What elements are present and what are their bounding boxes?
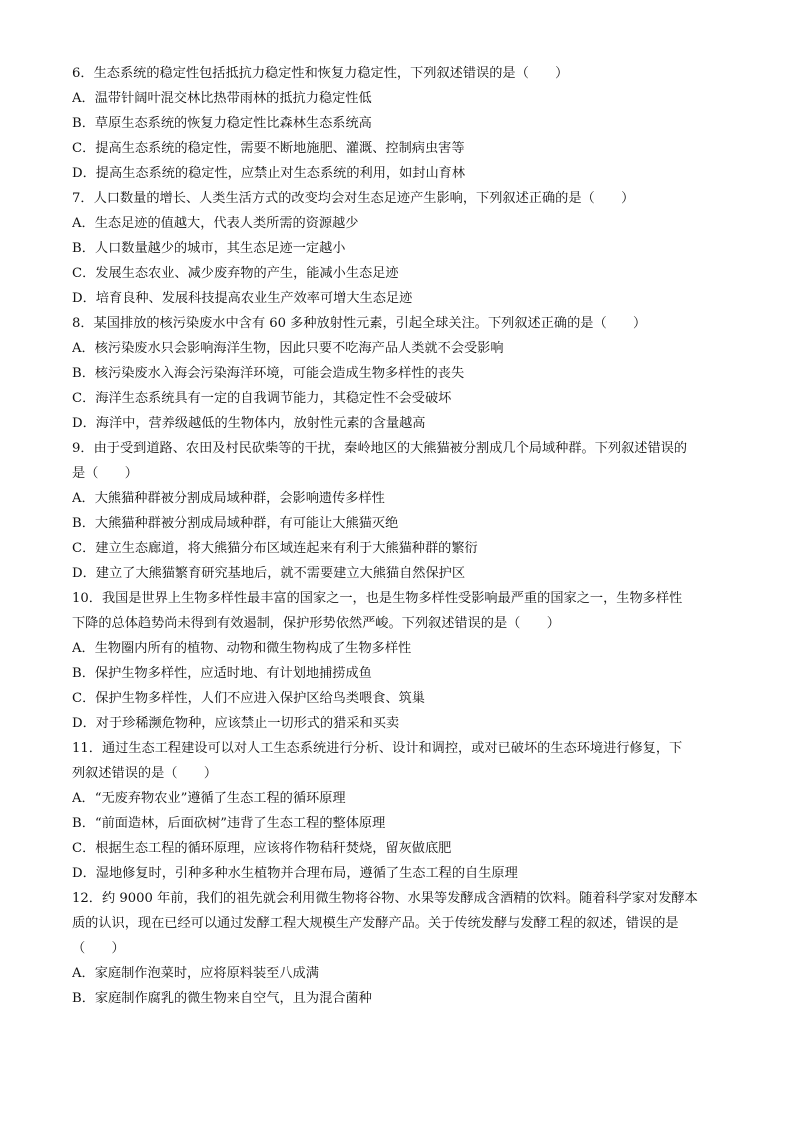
question-8 [72,311,724,436]
question-stem: 6．生态系统的稳定性包括抵抗力稳定性和恢复力稳定性，下列叙述错误的是（ ） [72,66,569,81]
question-stem-continued: 下降的总体趋势尚未得到有效遏制，保护形势依然严峻。下列叙述错误的是（ ） [72,616,560,631]
option-b: B．大熊猫种群被分割成局域种群，有可能让大熊猫灭绝 [72,516,399,531]
option-c: C．根据生态工程的循环原理，应该将作物秸秆焚烧，留灰做底肥 [72,841,452,856]
option-d: D．培育良种、发展科技提高农业生产效率可增大生态足迹 [72,291,413,306]
question-11 [72,736,724,886]
question-7 [72,186,724,311]
option-c: C．发展生态农业、减少废弃物的产生，能减小生态足迹 [72,266,399,281]
option-a: A．“无废弃物农业”遵循了生态工程的循环原理 [72,791,346,806]
option-d: D．海洋中，营养级越低的生物体内，放射性元素的含量越高 [72,416,426,431]
question-stem-continued: 质的认识，现在已经可以通过发酵工程大规模生产发酵产品。关于传统发酵与发酵工程的叙述，错误的是 [72,916,679,931]
question-stem: 11．通过生态工程建设可以对人工生态系统进行分析、设计和调控，或对已破坏的生态环境进行修复，下 [72,741,683,756]
question-stem: 10．我国是世界上生物多样性最丰富的国家之一，也是生物多样性受影响最严重的国家之一，生物多样性 [72,591,683,606]
option-c: C．保护生物多样性，人们不应进入保护区给鸟类喂食、筑巢 [72,691,425,706]
option-c: C．提高生态系统的稳定性，需要不断地施肥、灌溉、控制病虫害等 [72,141,465,156]
option-b: B．家庭制作腐乳的微生物来自空气，且为混合菌种 [72,991,372,1006]
option-b: B．保护生物多样性，应适时地、有计划地捕捞成鱼 [72,666,372,681]
question-6 [72,61,724,186]
option-a: A．家庭制作泡菜时，应将原料装至八成满 [72,966,319,981]
option-c: C．海洋生态系统具有一定的自我调节能力，其稳定性不会受破坏 [72,391,452,406]
question-stem-blank: （ ） [72,941,125,956]
question-9 [72,436,724,586]
option-d: D．建立了大熊猫繁育研究基地后，就不需要建立大熊猫自然保护区 [72,566,466,581]
option-c: C．建立生态廊道，将大熊猫分布区域连起来有利于大熊猫种群的繁衍 [72,541,478,556]
question-stem: 8．某国排放的核污染废水中含有 60 多种放射性元素，引起全球关注。下列叙述正确的是（ ） [72,316,647,331]
option-b: B．“前面造林，后面砍树”违背了生态工程的整体原理 [72,816,386,831]
question-stem: 9．由于受到道路、农田及村民砍柴等的干扰，秦岭地区的大熊猫被分割成几个局域种群。下列叙述错误的 [72,441,688,456]
option-a: A．核污染废水只会影响海洋生物，因此只要不吃海产品人类就不会受影响 [72,341,504,356]
question-stem: 7．人口数量的增长、人类生活方式的改变均会对生态足迹产生影响，下列叙述正确的是（ ） [72,191,635,206]
option-d: D．对于珍稀濒危物种，应该禁止一切形式的猎采和买卖 [72,716,400,731]
option-a: A．大熊猫种群被分割成局域种群，会影响遗传多样性 [72,491,385,506]
option-b: B．草原生态系统的恢复力稳定性比森林生态系统高 [72,116,372,131]
question-12 [72,886,724,1011]
option-b: B．人口数量越少的城市，其生态足迹一定越小 [72,241,346,256]
question-stem-continued: 列叙述错误的是（ ） [72,766,218,781]
option-a: A．温带针阔叶混交林比热带雨林的抵抗力稳定性低 [72,91,372,106]
option-a: A．生态足迹的值越大，代表人类所需的资源越少 [72,216,359,231]
question-stem: 12．约 9000 年前，我们的祖先就会利用微生物将谷物、水果等发酵成含酒精的饮料。随着科学家对发酵本 [72,891,698,906]
question-stem-continued: 是（ ） [72,466,138,481]
question-10 [72,586,724,736]
exam-page [72,61,724,1011]
option-d: D．提高生态系统的稳定性，应禁止对生态系统的利用，如封山育林 [72,166,466,181]
option-b: B．核污染废水入海会污染海洋环境，可能会造成生物多样性的丧失 [72,366,465,381]
option-d: D．湿地修复时，引种多种水生植物并合理布局，遵循了生态工程的自生原理 [72,866,518,881]
option-a: A．生物圈内所有的植物、动物和微生物构成了生物多样性 [72,641,412,656]
